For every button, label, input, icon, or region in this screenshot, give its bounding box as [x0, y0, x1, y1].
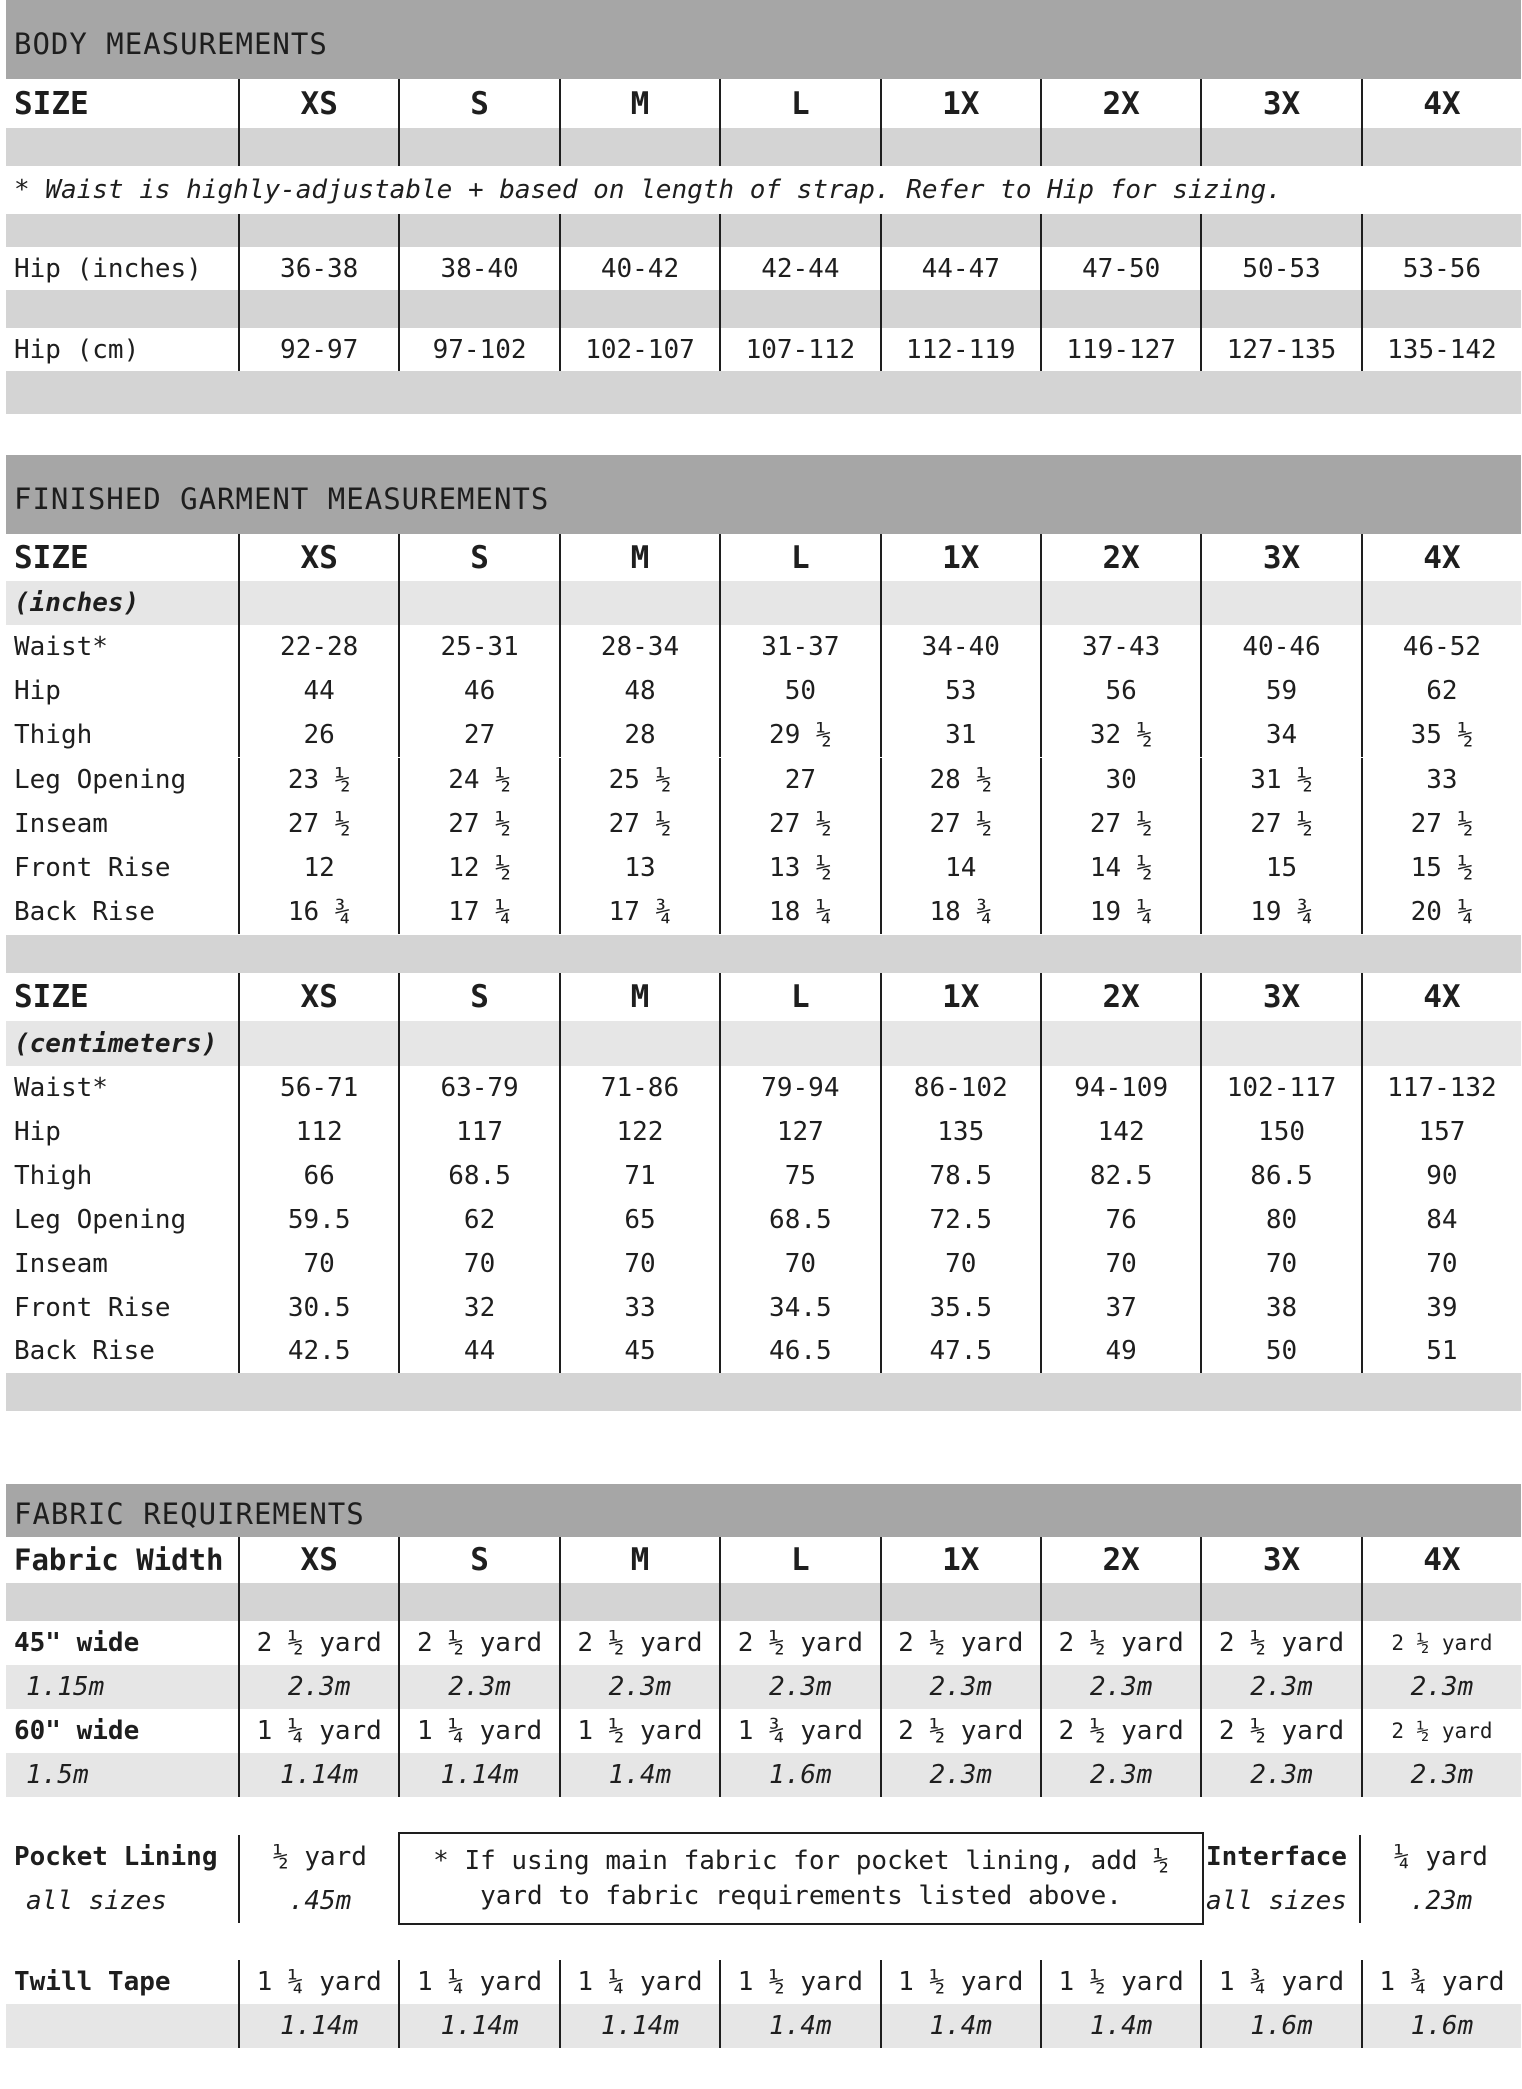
cell: 70 — [880, 1242, 1040, 1286]
fabric-60-metric-row — [6, 1753, 1521, 1797]
cell: 38-40 — [398, 247, 558, 290]
cell: 31 ½ — [1200, 758, 1360, 802]
cell: 36-38 — [238, 247, 398, 290]
cell: 112-119 — [880, 328, 1040, 371]
fabric-45-row — [6, 1621, 1521, 1665]
cell: 75 — [719, 1154, 879, 1198]
cell: 20 ¼ — [1361, 890, 1521, 934]
cell: 2.3m — [1200, 1665, 1360, 1709]
pocket-lining-note — [398, 1832, 1204, 1925]
cell: 1 ¼ yard — [238, 1709, 398, 1753]
row-label: Twill Tape — [14, 1967, 171, 1997]
cell: 42.5 — [238, 1329, 398, 1373]
cell: 19 ¾ — [1200, 890, 1360, 934]
cell: 2 ½ yard — [1361, 1621, 1521, 1665]
cell: 1 ¾ yard — [1200, 1960, 1360, 2004]
interface-metric: .23m — [1409, 1886, 1473, 1916]
cell: 2 ½ yard — [1040, 1709, 1200, 1753]
cell: 22-28 — [238, 625, 398, 669]
cell: 76 — [1040, 1198, 1200, 1242]
measurement-row — [6, 1329, 1521, 1373]
cell: 2 ½ yard — [880, 1621, 1040, 1665]
cell: 38 — [1200, 1286, 1360, 1330]
cell: 1.4m — [559, 1753, 719, 1797]
size-3x: 3X — [1200, 79, 1360, 128]
cell: 27 — [719, 758, 879, 802]
cell: 25-31 — [398, 625, 558, 669]
cell: 70 — [1200, 1242, 1360, 1286]
pocket-lining-yard: ½ yard — [273, 1842, 367, 1872]
cell: 1.6m — [1361, 2004, 1521, 2048]
cell: 2 ½ yard — [1040, 1621, 1200, 1665]
row-label — [6, 2004, 238, 2048]
row-label: Leg Opening — [14, 764, 187, 795]
cell: 1 ¾ yard — [719, 1709, 879, 1753]
size-3x: 3X — [1200, 973, 1360, 1021]
size-1x: 1X — [880, 534, 1040, 581]
interface-yard: ¼ yard — [1394, 1842, 1488, 1872]
measurement-row — [6, 846, 1521, 890]
cell: 68.5 — [719, 1198, 879, 1242]
cell: 28 ½ — [880, 758, 1040, 802]
cell: 1 ½ yard — [559, 1709, 719, 1753]
cell: 2 ½ yard — [559, 1621, 719, 1665]
cell: 46-52 — [1361, 625, 1521, 669]
cell: 27 ½ — [238, 802, 398, 846]
row-label: Back Rise — [14, 897, 155, 928]
cell: 2 ½ yard — [880, 1709, 1040, 1753]
cell: 70 — [238, 1242, 398, 1286]
row-label: Front Rise — [14, 1292, 171, 1323]
size-1x: 1X — [880, 1537, 1040, 1583]
cell: 27 ½ — [1361, 802, 1521, 846]
cell: 16 ¾ — [238, 890, 398, 934]
cell: 27 ½ — [1040, 802, 1200, 846]
spacer-row — [6, 1583, 1521, 1621]
cell: 1 ¼ yard — [398, 1709, 558, 1753]
cell: 33 — [1361, 758, 1521, 802]
cell: 15 — [1200, 846, 1360, 890]
cell: 19 ¼ — [1040, 890, 1200, 934]
cell: 31 — [880, 713, 1040, 757]
cell: 50 — [719, 669, 879, 713]
cell: 1.4m — [719, 2004, 879, 2048]
cell: 30.5 — [238, 1286, 398, 1330]
finished-garment-title: FINISHED GARMENT MEASUREMENTS — [6, 455, 1521, 534]
cell: 1 ½ yard — [1040, 1960, 1200, 2004]
measurement-row — [6, 1242, 1521, 1286]
size-4x: 4X — [1361, 973, 1521, 1021]
cell: 2.3m — [880, 1753, 1040, 1797]
cell: 2 ½ yard — [398, 1621, 558, 1665]
cell: 70 — [398, 1242, 558, 1286]
cell: 117-132 — [1361, 1066, 1521, 1110]
cell: 27 ½ — [559, 802, 719, 846]
pocket-lining-label: Pocket Lining — [14, 1842, 218, 1872]
size-label: SIZE — [14, 979, 89, 1015]
cell: 112 — [238, 1110, 398, 1154]
finished-size-header-row — [6, 534, 1521, 581]
size-m: M — [559, 534, 719, 581]
cell: 2.3m — [1361, 1665, 1521, 1709]
cell: 102-107 — [559, 328, 719, 371]
cell: 27 ½ — [719, 802, 879, 846]
hip-cm-row — [6, 328, 1521, 371]
measurement-row — [6, 1286, 1521, 1330]
cell: 30 — [1040, 758, 1200, 802]
cell: 2.3m — [398, 1665, 558, 1709]
cell: 17 ¾ — [559, 890, 719, 934]
cell: 27 ½ — [398, 802, 558, 846]
unit-row-inches — [6, 581, 1521, 625]
cell: 23 ½ — [238, 758, 398, 802]
size-l: L — [719, 973, 879, 1021]
cell: 119-127 — [1040, 328, 1200, 371]
row-label: 45" wide — [14, 1628, 140, 1658]
size-l: L — [719, 1537, 879, 1583]
cell: 94-109 — [1040, 1066, 1200, 1110]
cell: 66 — [238, 1154, 398, 1198]
size-s: S — [398, 79, 558, 128]
cell: 56 — [1040, 669, 1200, 713]
cell: 45 — [559, 1329, 719, 1373]
size-l: L — [719, 534, 879, 581]
row-label: 1.15m — [26, 1672, 105, 1702]
cell: 1.14m — [398, 2004, 558, 2048]
size-2x: 2X — [1040, 973, 1200, 1021]
cell: 1 ½ yard — [880, 1960, 1040, 2004]
measurement-row — [6, 802, 1521, 846]
cell: 117 — [398, 1110, 558, 1154]
cell: 62 — [398, 1198, 558, 1242]
cell: 102-117 — [1200, 1066, 1360, 1110]
size-s: S — [398, 1537, 558, 1583]
row-label: Front Rise — [14, 853, 171, 883]
cell: 1 ¾ yard — [1361, 1960, 1521, 2004]
cell: 127-135 — [1200, 328, 1360, 371]
cell: 13 — [559, 846, 719, 890]
waist-note: * Waist is highly-adjustable + based on length of strap. Refer to Hip for sizing. — [14, 175, 1282, 205]
measurement-row — [6, 1066, 1521, 1110]
measurement-row — [6, 890, 1521, 934]
cell: 47.5 — [880, 1329, 1040, 1373]
row-label: Hip (inches) — [14, 253, 202, 284]
size-3x: 3X — [1200, 534, 1360, 581]
cell: 35 ½ — [1361, 713, 1521, 757]
cell: 37-43 — [1040, 625, 1200, 669]
row-label: Thigh — [14, 720, 93, 751]
cell: 2.3m — [719, 1665, 879, 1709]
row-label: Inseam — [14, 808, 108, 839]
cell: 65 — [559, 1198, 719, 1242]
cell: 59 — [1200, 669, 1360, 713]
cell: 34-40 — [880, 625, 1040, 669]
size-xs: XS — [238, 973, 398, 1021]
cell: 40-46 — [1200, 625, 1360, 669]
cell: 142 — [1040, 1110, 1200, 1154]
size-xs: XS — [238, 79, 398, 128]
size-s: S — [398, 534, 558, 581]
size-m: M — [559, 79, 719, 128]
note-line-2: yard to fabric requirements listed above. — [480, 1881, 1122, 1911]
body-measurements-title: BODY MEASUREMENTS — [6, 0, 1521, 79]
cell: 2.3m — [1040, 1753, 1200, 1797]
unit-label: (centimeters) — [14, 1028, 218, 1059]
row-label: Hip — [14, 1116, 61, 1147]
row-label: Back Rise — [14, 1336, 155, 1367]
cell: 39 — [1361, 1286, 1521, 1330]
section-footer-bar — [6, 371, 1521, 414]
cell: 14 — [880, 846, 1040, 890]
cell: 2 ½ yard — [1200, 1621, 1360, 1665]
note-line-1: * If using main fabric for pocket lining, add ½ — [433, 1846, 1169, 1876]
cell: 2.3m — [1361, 1753, 1521, 1797]
size-s: S — [398, 973, 558, 1021]
cell: 107-112 — [719, 328, 879, 371]
cell: 53 — [880, 669, 1040, 713]
cell: 56-71 — [238, 1066, 398, 1110]
cell: 68.5 — [398, 1154, 558, 1198]
cell: 2 ½ yard — [719, 1621, 879, 1665]
cell: 1 ½ yard — [719, 1960, 879, 2004]
cell: 12 — [238, 846, 398, 890]
unit-label: (inches) — [14, 588, 140, 618]
cell: 70 — [1040, 1242, 1200, 1286]
spacer-row — [6, 128, 1521, 166]
cell: 157 — [1361, 1110, 1521, 1154]
cell: 2.3m — [880, 1665, 1040, 1709]
row-label: 1.5m — [26, 1760, 89, 1790]
fabric-60-row — [6, 1709, 1521, 1753]
row-label: 60" wide — [14, 1716, 140, 1746]
spacer-row — [6, 214, 1521, 247]
cell: 62 — [1361, 669, 1521, 713]
fabric-width-label: Fabric Width — [14, 1543, 224, 1577]
cell: 71 — [559, 1154, 719, 1198]
cell: 2.3m — [238, 1665, 398, 1709]
cell: 1.14m — [559, 2004, 719, 2048]
cell: 24 ½ — [398, 758, 558, 802]
measurement-row — [6, 1198, 1521, 1242]
cell: 18 ¼ — [719, 890, 879, 934]
cell: 97-102 — [398, 328, 558, 371]
cell: 1.4m — [880, 2004, 1040, 2048]
cell: 33 — [559, 1286, 719, 1330]
size-label: SIZE — [14, 539, 89, 576]
cell: 1.14m — [398, 1753, 558, 1797]
cell: 2 ½ yard — [238, 1621, 398, 1665]
cell: 49 — [1040, 1329, 1200, 1373]
pocket-lining-metric: .45m — [288, 1886, 352, 1916]
size-2x: 2X — [1040, 534, 1200, 581]
cell: 50 — [1200, 1329, 1360, 1373]
spacer-row — [6, 935, 1521, 973]
measurement-row — [6, 1110, 1521, 1154]
size-2x: 2X — [1040, 79, 1200, 128]
cell: 32 — [398, 1286, 558, 1330]
row-label: Hip — [14, 676, 61, 707]
measurement-row — [6, 1154, 1521, 1198]
measurement-row — [6, 713, 1521, 757]
row-label: Waist* — [14, 632, 108, 662]
cell: 59.5 — [238, 1198, 398, 1242]
cell: 32 ½ — [1040, 713, 1200, 757]
cell: 1.14m — [238, 1753, 398, 1797]
cell: 25 ½ — [559, 758, 719, 802]
cell: 46.5 — [719, 1329, 879, 1373]
size-xs: XS — [238, 1537, 398, 1583]
size-4x: 4X — [1361, 1537, 1521, 1583]
cell: 29 ½ — [719, 713, 879, 757]
cell: 70 — [1361, 1242, 1521, 1286]
cell: 150 — [1200, 1110, 1360, 1154]
cell: 46 — [398, 669, 558, 713]
cell: 135 — [880, 1110, 1040, 1154]
cell: 2.3m — [1040, 1665, 1200, 1709]
cell: 80 — [1200, 1198, 1360, 1242]
cell: 44 — [398, 1329, 558, 1373]
cell: 90 — [1361, 1154, 1521, 1198]
cell: 18 ¾ — [880, 890, 1040, 934]
cell: 92-97 — [238, 328, 398, 371]
unit-row-cm — [6, 1021, 1521, 1066]
section-footer-bar — [6, 1373, 1521, 1411]
cell: 51 — [1361, 1329, 1521, 1373]
cell: 2 ½ yard — [1361, 1709, 1521, 1753]
cell: 34 — [1200, 713, 1360, 757]
cell: 27 ½ — [1200, 802, 1360, 846]
twill-tape-row — [6, 1960, 1521, 2004]
cell: 2.3m — [1200, 1753, 1360, 1797]
size-4x: 4X — [1361, 534, 1521, 581]
cell: 37 — [1040, 1286, 1200, 1330]
body-size-header-row — [6, 79, 1521, 128]
row-label: Hip (cm) — [14, 334, 140, 365]
cell: 1 ¼ yard — [559, 1960, 719, 2004]
cell: 48 — [559, 669, 719, 713]
cell: 1 ¼ yard — [398, 1960, 558, 2004]
cell: 27 — [398, 713, 558, 757]
cell: 78.5 — [880, 1154, 1040, 1198]
hip-inches-row — [6, 247, 1521, 290]
cell: 47-50 — [1040, 247, 1200, 290]
cell: 28-34 — [559, 625, 719, 669]
cell: 122 — [559, 1110, 719, 1154]
cell: 86.5 — [1200, 1154, 1360, 1198]
finished-size-header-row-cm — [6, 973, 1521, 1021]
cell: 71-86 — [559, 1066, 719, 1110]
cell: 84 — [1361, 1198, 1521, 1242]
cell: 70 — [719, 1242, 879, 1286]
size-label: SIZE — [14, 85, 89, 122]
cell: 34.5 — [719, 1286, 879, 1330]
measurement-row — [6, 669, 1521, 713]
fabric-requirements-title: FABRIC REQUIREMENTS — [6, 1484, 1521, 1537]
cell: 135-142 — [1361, 328, 1521, 371]
size-xs: XS — [238, 534, 398, 581]
cell: 26 — [238, 713, 398, 757]
row-label: Inseam — [14, 1248, 108, 1279]
row-label: Waist* — [14, 1073, 108, 1103]
cell: 1 ¼ yard — [238, 1960, 398, 2004]
cell: 27 ½ — [880, 802, 1040, 846]
fabric-45-metric-row — [6, 1665, 1521, 1709]
fabric-size-header-row — [6, 1537, 1521, 1583]
cell: 40-42 — [559, 247, 719, 290]
cell: 42-44 — [719, 247, 879, 290]
cell: 63-79 — [398, 1066, 558, 1110]
measurement-row — [6, 625, 1521, 669]
size-2x: 2X — [1040, 1537, 1200, 1583]
size-m: M — [559, 973, 719, 1021]
cell: 2 ½ yard — [1200, 1709, 1360, 1753]
size-1x: 1X — [880, 79, 1040, 128]
cell: 79-94 — [719, 1066, 879, 1110]
cell: 82.5 — [1040, 1154, 1200, 1198]
cell: 2.3m — [559, 1665, 719, 1709]
cell: 1.6m — [1200, 2004, 1360, 2048]
cell: 28 — [559, 713, 719, 757]
cell: 1.6m — [719, 1753, 879, 1797]
cell: 14 ½ — [1040, 846, 1200, 890]
cell: 31-37 — [719, 625, 879, 669]
cell: 35.5 — [880, 1286, 1040, 1330]
cell: 70 — [559, 1242, 719, 1286]
row-label: Leg Opening — [14, 1204, 187, 1235]
cell: 17 ¼ — [398, 890, 558, 934]
size-l: L — [719, 79, 879, 128]
cell: 72.5 — [880, 1198, 1040, 1242]
size-1x: 1X — [880, 973, 1040, 1021]
cell: 86-102 — [880, 1066, 1040, 1110]
interface-label: Interface — [1206, 1842, 1347, 1872]
cell: 127 — [719, 1110, 879, 1154]
cell: 1.14m — [238, 2004, 398, 2048]
measurement-row — [6, 758, 1521, 802]
cell: 44 — [238, 669, 398, 713]
size-3x: 3X — [1200, 1537, 1360, 1583]
cell: 50-53 — [1200, 247, 1360, 290]
twill-tape-metric-row — [6, 2004, 1521, 2048]
cell: 13 ½ — [719, 846, 879, 890]
spacer-row — [6, 290, 1521, 328]
cell: 12 ½ — [398, 846, 558, 890]
size-4x: 4X — [1361, 79, 1521, 128]
row-label: Thigh — [14, 1160, 93, 1191]
cell: 15 ½ — [1361, 846, 1521, 890]
cell: 53-56 — [1361, 247, 1521, 290]
size-m: M — [559, 1537, 719, 1583]
interface-sub: all sizes — [1206, 1886, 1347, 1916]
cell: 44-47 — [880, 247, 1040, 290]
cell: 1.4m — [1040, 2004, 1200, 2048]
pocket-lining-sub: all sizes — [26, 1886, 167, 1916]
